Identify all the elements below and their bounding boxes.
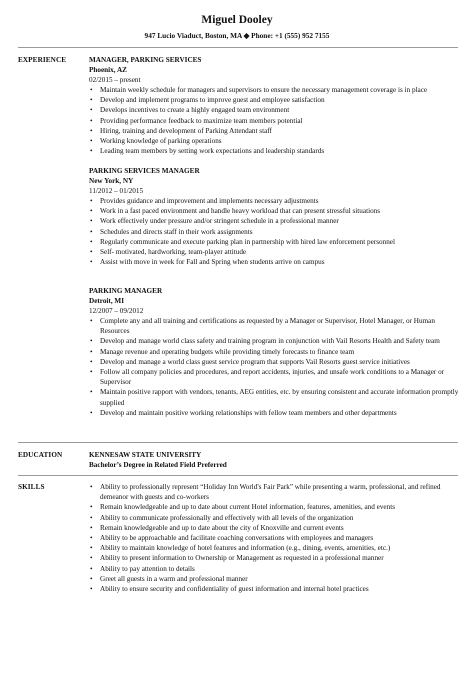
list-item: • Assist with move in week for Fall and Spring when students arrive on campus xyxy=(89,257,459,267)
list-item: • Ability to be approachable and facilitate coaching conversations with employees and managers xyxy=(89,533,459,543)
list-item: • Develop and manage world class safety and training program in conjunction with Vail Resorts Health and Safety team xyxy=(89,336,459,346)
list-item: • Hiring, training and development of Parking Attendant staff xyxy=(89,126,459,136)
candidate-name: Miguel Dooley xyxy=(201,14,273,26)
list-item: • Complete any and all training and certifications as requested by a Manager or Supervisor, Hotel Manager, or Human Resources xyxy=(89,316,459,336)
list-item: • Develop and manage a world class guest service program that supports Vail Resorts guest service initiatives xyxy=(89,357,459,367)
list-item: • Ability to professionally represent “Holiday Inn World's Fair Park” while presenting a warm, professional, and refined demeanor with guests and co-workers xyxy=(89,482,459,502)
list-item: • Working knowledge of parking operations xyxy=(89,136,459,146)
skills-bullets xyxy=(89,482,459,594)
list-item: • Ability to present information to Ownership or Management as requested in a professional manner xyxy=(89,553,459,563)
job-dates: 11/2012 – 01/2015 xyxy=(89,187,144,195)
list-item: • Leading team members by setting work expectations and leadership standards xyxy=(89,146,459,156)
job-bullets xyxy=(89,196,459,267)
list-item: • Develop and implement programs to improve guest and employee satisfaction xyxy=(89,95,459,105)
list-item: • Provides guidance and improvement and implements necessary adjustments xyxy=(89,196,459,206)
job-location: Phoenix, AZ xyxy=(89,66,127,74)
list-item: • Regularly communicate and execute parking plan in partnership with hired law enforcement personnel xyxy=(89,237,459,247)
section-label-skills: SKILLS xyxy=(18,483,45,491)
list-item: • Work effectively under pressure and/or stringent schedule in a professional manner xyxy=(89,216,459,226)
list-item: • Greet all guests in a warm and professional manner xyxy=(89,574,459,584)
contact-line: 947 Lucio Viaduct, Boston, MA ◆ Phone: +1 (555) 952 7155 xyxy=(144,31,330,40)
list-item: • Ability to pay attention to details xyxy=(89,564,459,574)
job-bullets xyxy=(89,316,459,418)
school-name: KENNESAW STATE UNIVERSITY xyxy=(89,451,202,459)
list-item: • Remain knowledgeable and up to date about the city of Knoxville and current events xyxy=(89,523,459,533)
list-item: • Develop and maintain positive working relationships with fellow team members and other departments xyxy=(89,408,459,418)
list-item: • Work in a fast paced environment and handle heavy workload that can present stressful situations xyxy=(89,206,459,216)
section-label-education: EDUCATION xyxy=(18,451,63,459)
degree: Bachelor’s Degree in Related Field Preferred xyxy=(89,461,227,469)
list-item: • Remain knowledgeable and up to date about current Hotel information, features, amenities, and events xyxy=(89,502,459,512)
job-title: PARKING MANAGER xyxy=(89,287,163,295)
job-location: Detroit, MI xyxy=(89,297,124,305)
list-item: • Develops incentives to create a highly engaged team environment xyxy=(89,105,459,115)
list-item: • Manage revenue and operating budgets while providing timely forecasts to finance team xyxy=(89,347,459,357)
section-label-experience: EXPERIENCE xyxy=(18,56,67,64)
list-item: • Providing performance feedback to maximize team members potential xyxy=(89,116,459,126)
job-title: PARKING SERVICES MANAGER xyxy=(89,167,200,175)
list-item: • Maintain positive rapport with vendors, tenants, AEG entities, etc. by ensuring consistent and accurate information promptly supplied xyxy=(89,387,459,407)
list-item: • Ability to maintain knowledge of hotel features and information (e.g., dining, events, amenities, etc.) xyxy=(89,543,459,553)
job-dates: 12/2007 – 09/2012 xyxy=(89,307,144,315)
list-item: • Ability to communicate professionally and effectively with all levels of the organization xyxy=(89,513,459,523)
list-item: • Self- motivated, hardworking, team-player attitude xyxy=(89,247,459,257)
job-location: New York, NY xyxy=(89,177,134,185)
job-bullets xyxy=(89,85,459,156)
list-item: • Schedules and directs staff in their work assignments xyxy=(89,227,459,237)
header-divider xyxy=(18,47,458,48)
list-item: • Ability to ensure security and confidentiality of guest information and internal hotel practices xyxy=(89,584,459,594)
job-title: MANAGER, PARKING SERVICES xyxy=(89,56,202,64)
job-dates: 02/2015 – present xyxy=(89,76,141,84)
section-divider xyxy=(18,442,458,443)
section-divider xyxy=(18,475,458,476)
list-item: • Maintain weekly schedule for managers and supervisors to ensure the necessary management coverage is in place xyxy=(89,85,459,95)
list-item: • Follow all company policies and procedures, and report accidents, injuries, and unsafe work conditions to a Manager or Supervisor xyxy=(89,367,459,387)
